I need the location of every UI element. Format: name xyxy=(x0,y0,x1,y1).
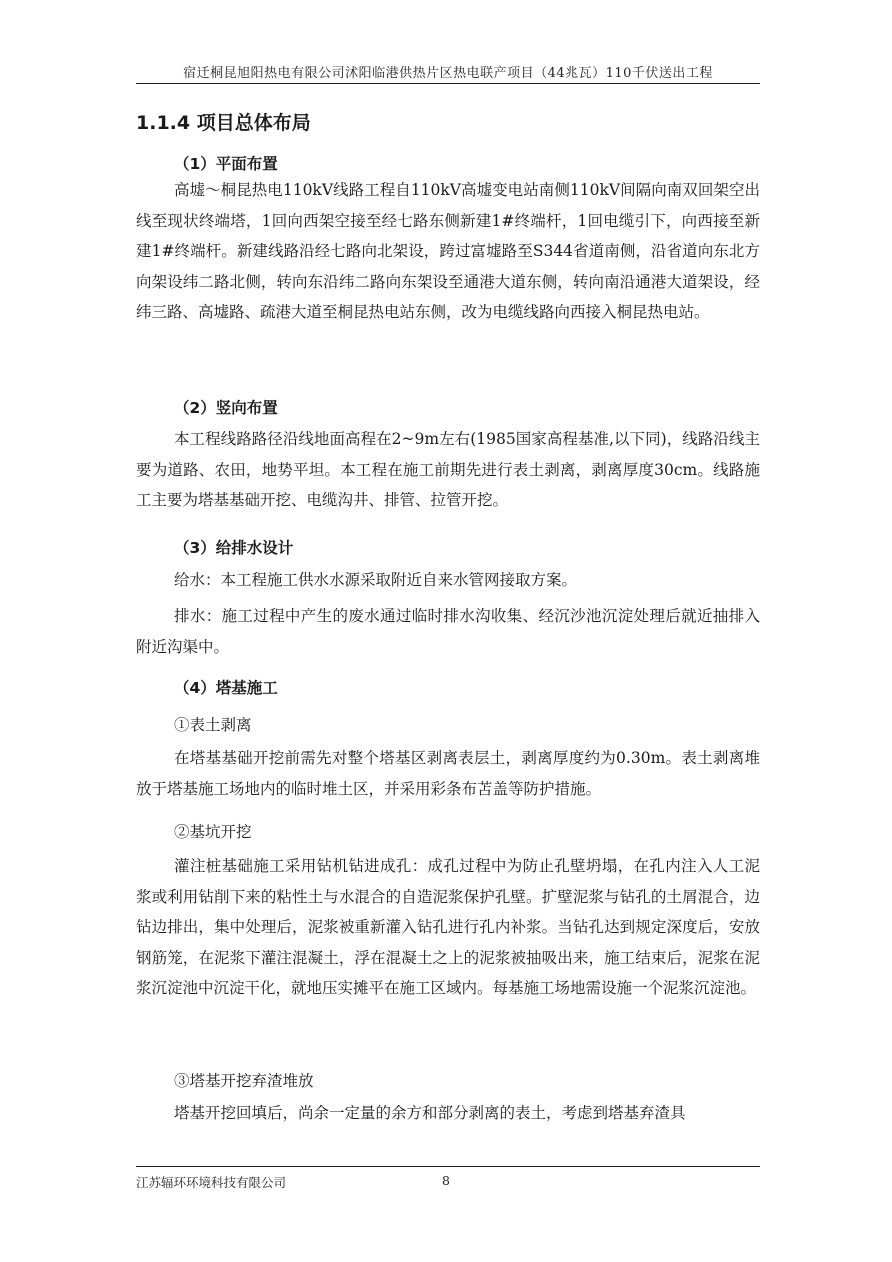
subsection-heading-tower: （4）塔基施工 xyxy=(174,679,278,697)
footer-company: 江苏辐环环境科技有限公司 xyxy=(136,1175,287,1190)
paragraph-layout: 高墟～桐昆热电110kV线路工程自110kV高墟变电站南侧110kV间隔向南双回架空出线至现状终端塔，1回向西架空接至经七路东侧新建1#终端杆，1回电缆引下，向西接至新建1#终端杆。新建线路沿经七路向北架设，跨过富墟路至S344省道南侧，沿省道向东北方向架设纬二路北侧，转向东沿纬二路向东架设至通港大道东侧，转向南沿通港大道架设，经纬三路、高墟路、疏港大道至桐昆热电站东侧，改为电缆线路向西接入桐昆热电站。 xyxy=(136,181,760,321)
header-divider xyxy=(136,83,760,84)
footer-divider xyxy=(136,1166,760,1167)
section-heading: 1.1.4 项目总体布局 xyxy=(136,112,311,134)
page-header: 宿迁桐昆旭阳热电有限公司沭阳临港供热片区热电联产项目（44兆瓦）110千伏送出工程 xyxy=(183,66,713,81)
page-number: 8 xyxy=(442,1173,450,1188)
subsection-heading-vertical: （2）竖向布置 xyxy=(174,399,278,417)
item-title-excavation: ②基坑开挖 xyxy=(174,823,252,841)
item-text-spoil: 塔基开挖回填后，尚余一定量的余方和部分剥离的表土，考虑到塔基弃渣具 xyxy=(174,1104,686,1122)
subsection-heading-layout: （1）平面布置 xyxy=(174,155,278,173)
item-text-topsoil: 在塔基基础开挖前需先对整个塔基区剥离表层土，剥离厚度约为0.30m。表土剥离堆放于塔基施工场地内的临时堆土区，并采用彩条布苫盖等防护措施。 xyxy=(136,749,760,798)
subsection-heading-water: （3）给排水设计 xyxy=(174,539,294,557)
item-text-excavation: 灌注桩基础施工采用钻机钻进成孔：成孔过程中为防止孔壁坍塌，在孔内注入人工泥浆或利用钻削下来的粘性土与水混合的自造泥浆保护孔壁。扩壁泥浆与钻孔的土屑混合，边钻边排出，集中处理后，泥浆被重新灌入钻孔进行孔内补浆。当钻孔达到规定深度后，安放钢筋笼，在泥浆下灌注混凝土，浮在混凝土之上的泥浆被抽吸出来，施工结束后，泥浆在泥浆沉淀池中沉淀干化，就地压实摊平在施工区域内。每基施工场地需设施一个泥浆沉淀池。 xyxy=(136,857,760,997)
drainage-text: 排水：施工过程中产生的废水通过临时排水沟收集、经沉沙池沉淀处理后就近抽排入附近沟渠中。 xyxy=(136,607,760,656)
water-supply-text: 给水：本工程施工供水水源采取附近自来水管网接取方案。 xyxy=(174,571,578,589)
item-title-topsoil: ①表土剥离 xyxy=(174,716,252,734)
paragraph-vertical: 本工程线路路径沿线地面高程在2~9m左右(1985国家高程基准,以下同)，线路沿线主要为道路、农田，地势平坦。本工程在施工前期先进行表土剥离，剥离厚度30cm。线路施工主要为塔基基础开挖、电缆沟井、排管、拉管开挖。 xyxy=(136,430,760,509)
item-title-spoil: ③塔基开挖弃渣堆放 xyxy=(174,1072,314,1090)
